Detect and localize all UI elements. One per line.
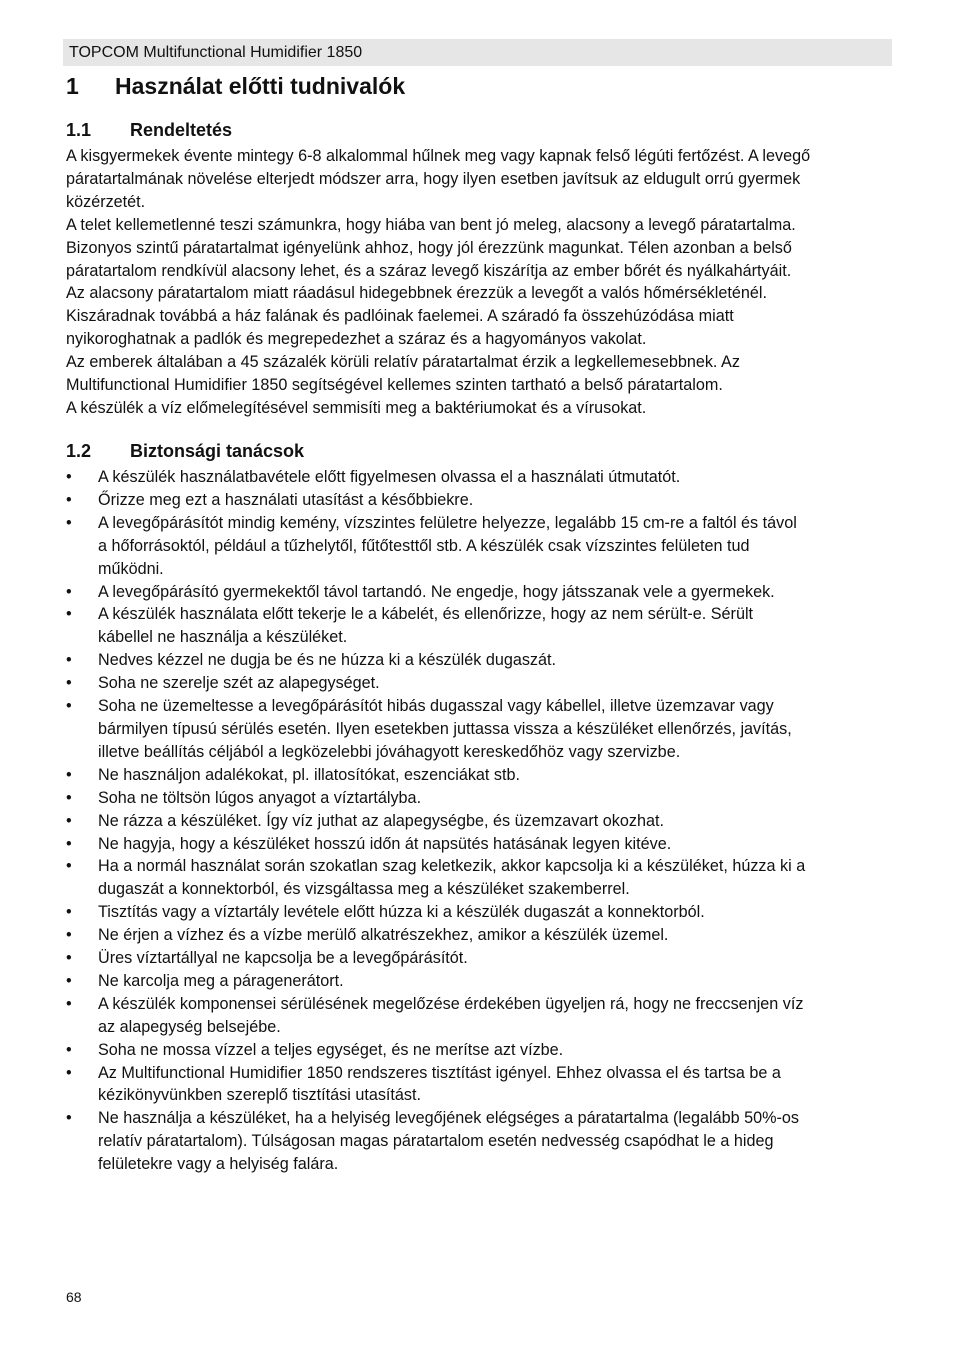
bullet-icon: • (66, 674, 72, 693)
bullet-icon: • (66, 857, 72, 876)
list-item-line: Ne hagyja, hogy a készüléket hosszú időn át napsütés hatásának legyen kitéve. (98, 834, 672, 853)
list-item-line: Az Multifunctional Humidifier 1850 rendszeres tisztítást igényel. Ehhez olvassa el és tartsa be a (98, 1063, 781, 1082)
bullet-icon: • (66, 490, 72, 509)
page-number: 68 (66, 1289, 82, 1305)
list-item-line: a hőforrásoktól, például a tűzhelytől, fűtőtesttől stb. A készülék csak vízszintes felületen tud (98, 536, 750, 555)
bullet-icon: • (66, 468, 72, 486)
paragraph-line: A kisgyermekek évente mintegy 6-8 alkalommal hűlnek meg vagy kapnak felső légúti fertőzést. A levegő (66, 147, 811, 165)
bullet-icon: • (66, 971, 72, 990)
list-item-line: működni. (98, 559, 164, 578)
list-item-line: relatív páratartalom). Túlságosan magas páratartalom esetén nedvesség csapódhat le a hideg (98, 1132, 774, 1151)
list-item (66, 1107, 896, 1176)
paragraph-line: A telet kellemetlenné teszi számunkra, hogy hiába van bent jó meleg, alacsony a levegő páratartalma. (66, 215, 796, 234)
bullet-icon: • (66, 1109, 72, 1128)
paragraph-line: közérzetét. (66, 192, 146, 211)
list-item (66, 901, 896, 924)
paragraph-line: A készülék a víz előmelegítésével semmisíti meg a baktériumokat és a vírusokat. (66, 398, 647, 417)
list-item (66, 466, 896, 489)
section-1-1-body (66, 145, 896, 420)
list-item (66, 649, 896, 672)
list-item (66, 512, 896, 581)
list-item (66, 947, 896, 970)
list-item (66, 993, 896, 1039)
list-item (66, 787, 896, 810)
list-item-line: A készülék használata előtt tekerje le a kábelét, és ellenőrizze, hogy az nem sérült-e. Sérült (98, 605, 754, 624)
section-1-heading (66, 70, 405, 102)
list-item (66, 1039, 896, 1062)
section-1-1-title: Rendeltetés (130, 120, 233, 140)
list-item-line: A levegőpárásítót mindig kemény, vízszintes felületre helyezze, legalább 15 cm-re a faltól és távol (98, 513, 797, 532)
list-item (66, 924, 896, 947)
list-item-line: Őrizze meg ezt a használati utasítást a későbbiekre. (98, 490, 474, 509)
list-item-line: Nedves kézzel ne dugja be és ne húzza ki a készülék dugaszát. (98, 651, 557, 670)
section-1-2-heading (66, 439, 304, 463)
list-item-line: Soha ne szerelje szét az alapegységet. (98, 674, 380, 693)
list-item-line: bármilyen típusú sérülés esetén. Ilyen esetekben juttassa vissza a készüléket ellenőrzés, javítás, (98, 719, 792, 738)
list-item-line: Ne karcolja meg a páragenerátort. (98, 971, 344, 990)
header-title: TOPCOM Multifunctional Humidifier 1850 (69, 44, 363, 61)
bullet-icon: • (66, 513, 72, 532)
safety-tips-list (66, 466, 896, 1176)
list-item-line: Soha ne mossa vízzel a teljes egységet, és ne merítse azt vízbe. (98, 1040, 564, 1059)
section-1-1-heading (66, 118, 232, 142)
list-item (66, 855, 896, 901)
paragraph-line: Az emberek általában a 45 százalék körüli relatív páratartalmat érzik a legkellemesebbnek. Az (66, 353, 740, 372)
list-item-line: kábellel ne használja a készüléket. (98, 628, 348, 647)
list-item-line: dugaszát a konnektorból, és vizsgáltassa meg a készüléket szakemberrel. (98, 880, 630, 899)
bullet-icon: • (66, 811, 72, 830)
list-item-line: A levegőpárásító gyermekektől távol tartandó. Ne engedje, hogy játsszanak vele a gyermekek. (98, 582, 775, 601)
paragraph-line: nyikoroghatnak a padlók és megrepedezhet a száraz és a hagyományos vakolat. (66, 330, 647, 349)
list-item-line: Soha ne töltsön lúgos anyagot a víztartályba. (98, 788, 422, 807)
bullet-icon: • (66, 605, 72, 624)
list-item (66, 810, 896, 833)
list-item-line: Ne rázza a készüléket. Így víz juthat az alapegységbe, és üzemzavart okozhat. (98, 811, 664, 830)
section-1-2-number: 1.2 (66, 441, 92, 461)
bullet-icon: • (66, 994, 72, 1013)
bullet-icon: • (66, 926, 72, 945)
bullet-icon: • (66, 834, 72, 853)
paragraph-line: Multifunctional Humidifier 1850 segítségével kellemes szinten tartható a belső páratartalom. (66, 376, 723, 395)
paragraph-line: páratartalmának növelése elterjedt módszer arra, hogy ilyen esetben javítsuk az eldugult orrú gyermek (66, 169, 801, 188)
list-item (66, 489, 896, 512)
bullet-icon: • (66, 949, 72, 968)
bullet-icon: • (66, 903, 72, 922)
list-item-line: Tisztítás vagy a víztartály levétele előtt húzza ki a készülék dugaszát a konnektorból. (98, 903, 705, 922)
bullet-icon: • (66, 651, 72, 670)
bullet-icon: • (66, 1040, 72, 1059)
paragraph-line: Bizonyos szintű páratartalmat igényelünk ahhoz, hogy jól érezzünk magunkat. Télen azonban a belső (66, 238, 792, 257)
list-item-line: illetve beállítás céljából a legközelebbi jóváhagyott kereskedőhöz vagy szervizbe. (98, 742, 681, 761)
list-item-line: az alapegység belsejébe. (98, 1017, 281, 1036)
section-1-number: 1 (66, 73, 79, 99)
list-item-line: Üres víztartállyal ne kapcsolja be a levegőpárásítót. (98, 949, 468, 968)
list-item-line: Soha ne üzemeltesse a levegőpárásítót hibás dugasszal vagy kábellel, illetve üzemzavar vagy (98, 697, 774, 716)
list-item (66, 764, 896, 787)
list-item (66, 581, 896, 604)
list-item (66, 970, 896, 993)
list-item (66, 672, 896, 695)
bullet-icon: • (66, 582, 72, 601)
list-item-line: A készülék komponensei sérülésének megelőzése érdekében ügyeljen rá, hogy ne freccsenjen víz (98, 994, 804, 1013)
bullet-icon: • (66, 765, 72, 784)
list-item-line: Ne érjen a vízhez és a vízbe merülő alkatrészekhez, amikor a készülék üzemel. (98, 926, 669, 945)
section-1-2-title: Biztonsági tanácsok (130, 441, 305, 461)
bullet-icon: • (66, 697, 72, 716)
list-item-line: A készülék használatbavétele előtt figyelmesen olvassa el a használati útmutatót. (98, 468, 681, 486)
list-item-line: felületekre vagy a helyiség falára. (98, 1155, 339, 1174)
list-item-line: Ne használjon adalékokat, pl. illatosítókat, eszenciákat stb. (98, 765, 521, 784)
list-item (66, 833, 896, 856)
paragraph-line: Az alacsony páratartalom miatt ráadásul hidegebbnek érezzük a levegőt a valós hőmérsékleténél. (66, 284, 767, 303)
section-1-title: Használat előtti tudnivalók (115, 73, 406, 99)
bullet-icon: • (66, 788, 72, 807)
list-item (66, 695, 896, 764)
paragraph-line: páratartalom rendkívül alacsony lehet, és a száraz levegő kiszárítja az ember bőrét és nyálkahártyáit. (66, 261, 792, 280)
running-header (63, 39, 892, 66)
list-item-line: Ne használja a készüléket, ha a helyiség levegőjének elégséges a páratartalma (legalább 50%-os (98, 1109, 799, 1128)
paragraph-line: Kiszáradnak továbbá a ház falának és padlóinak faelemei. A száradó fa összehúzódása miatt (66, 307, 734, 326)
bullet-icon: • (66, 1063, 72, 1082)
list-item (66, 1062, 896, 1108)
section-1-1-number: 1.1 (66, 120, 92, 140)
list-item (66, 603, 896, 649)
list-item-line: kézikönyvünkben szereplő tisztítási utasítást. (98, 1086, 422, 1105)
list-item-line: Ha a normál használat során szokatlan szag keletkezik, akkor kapcsolja ki a készüléket, húzza ki a (98, 857, 806, 876)
